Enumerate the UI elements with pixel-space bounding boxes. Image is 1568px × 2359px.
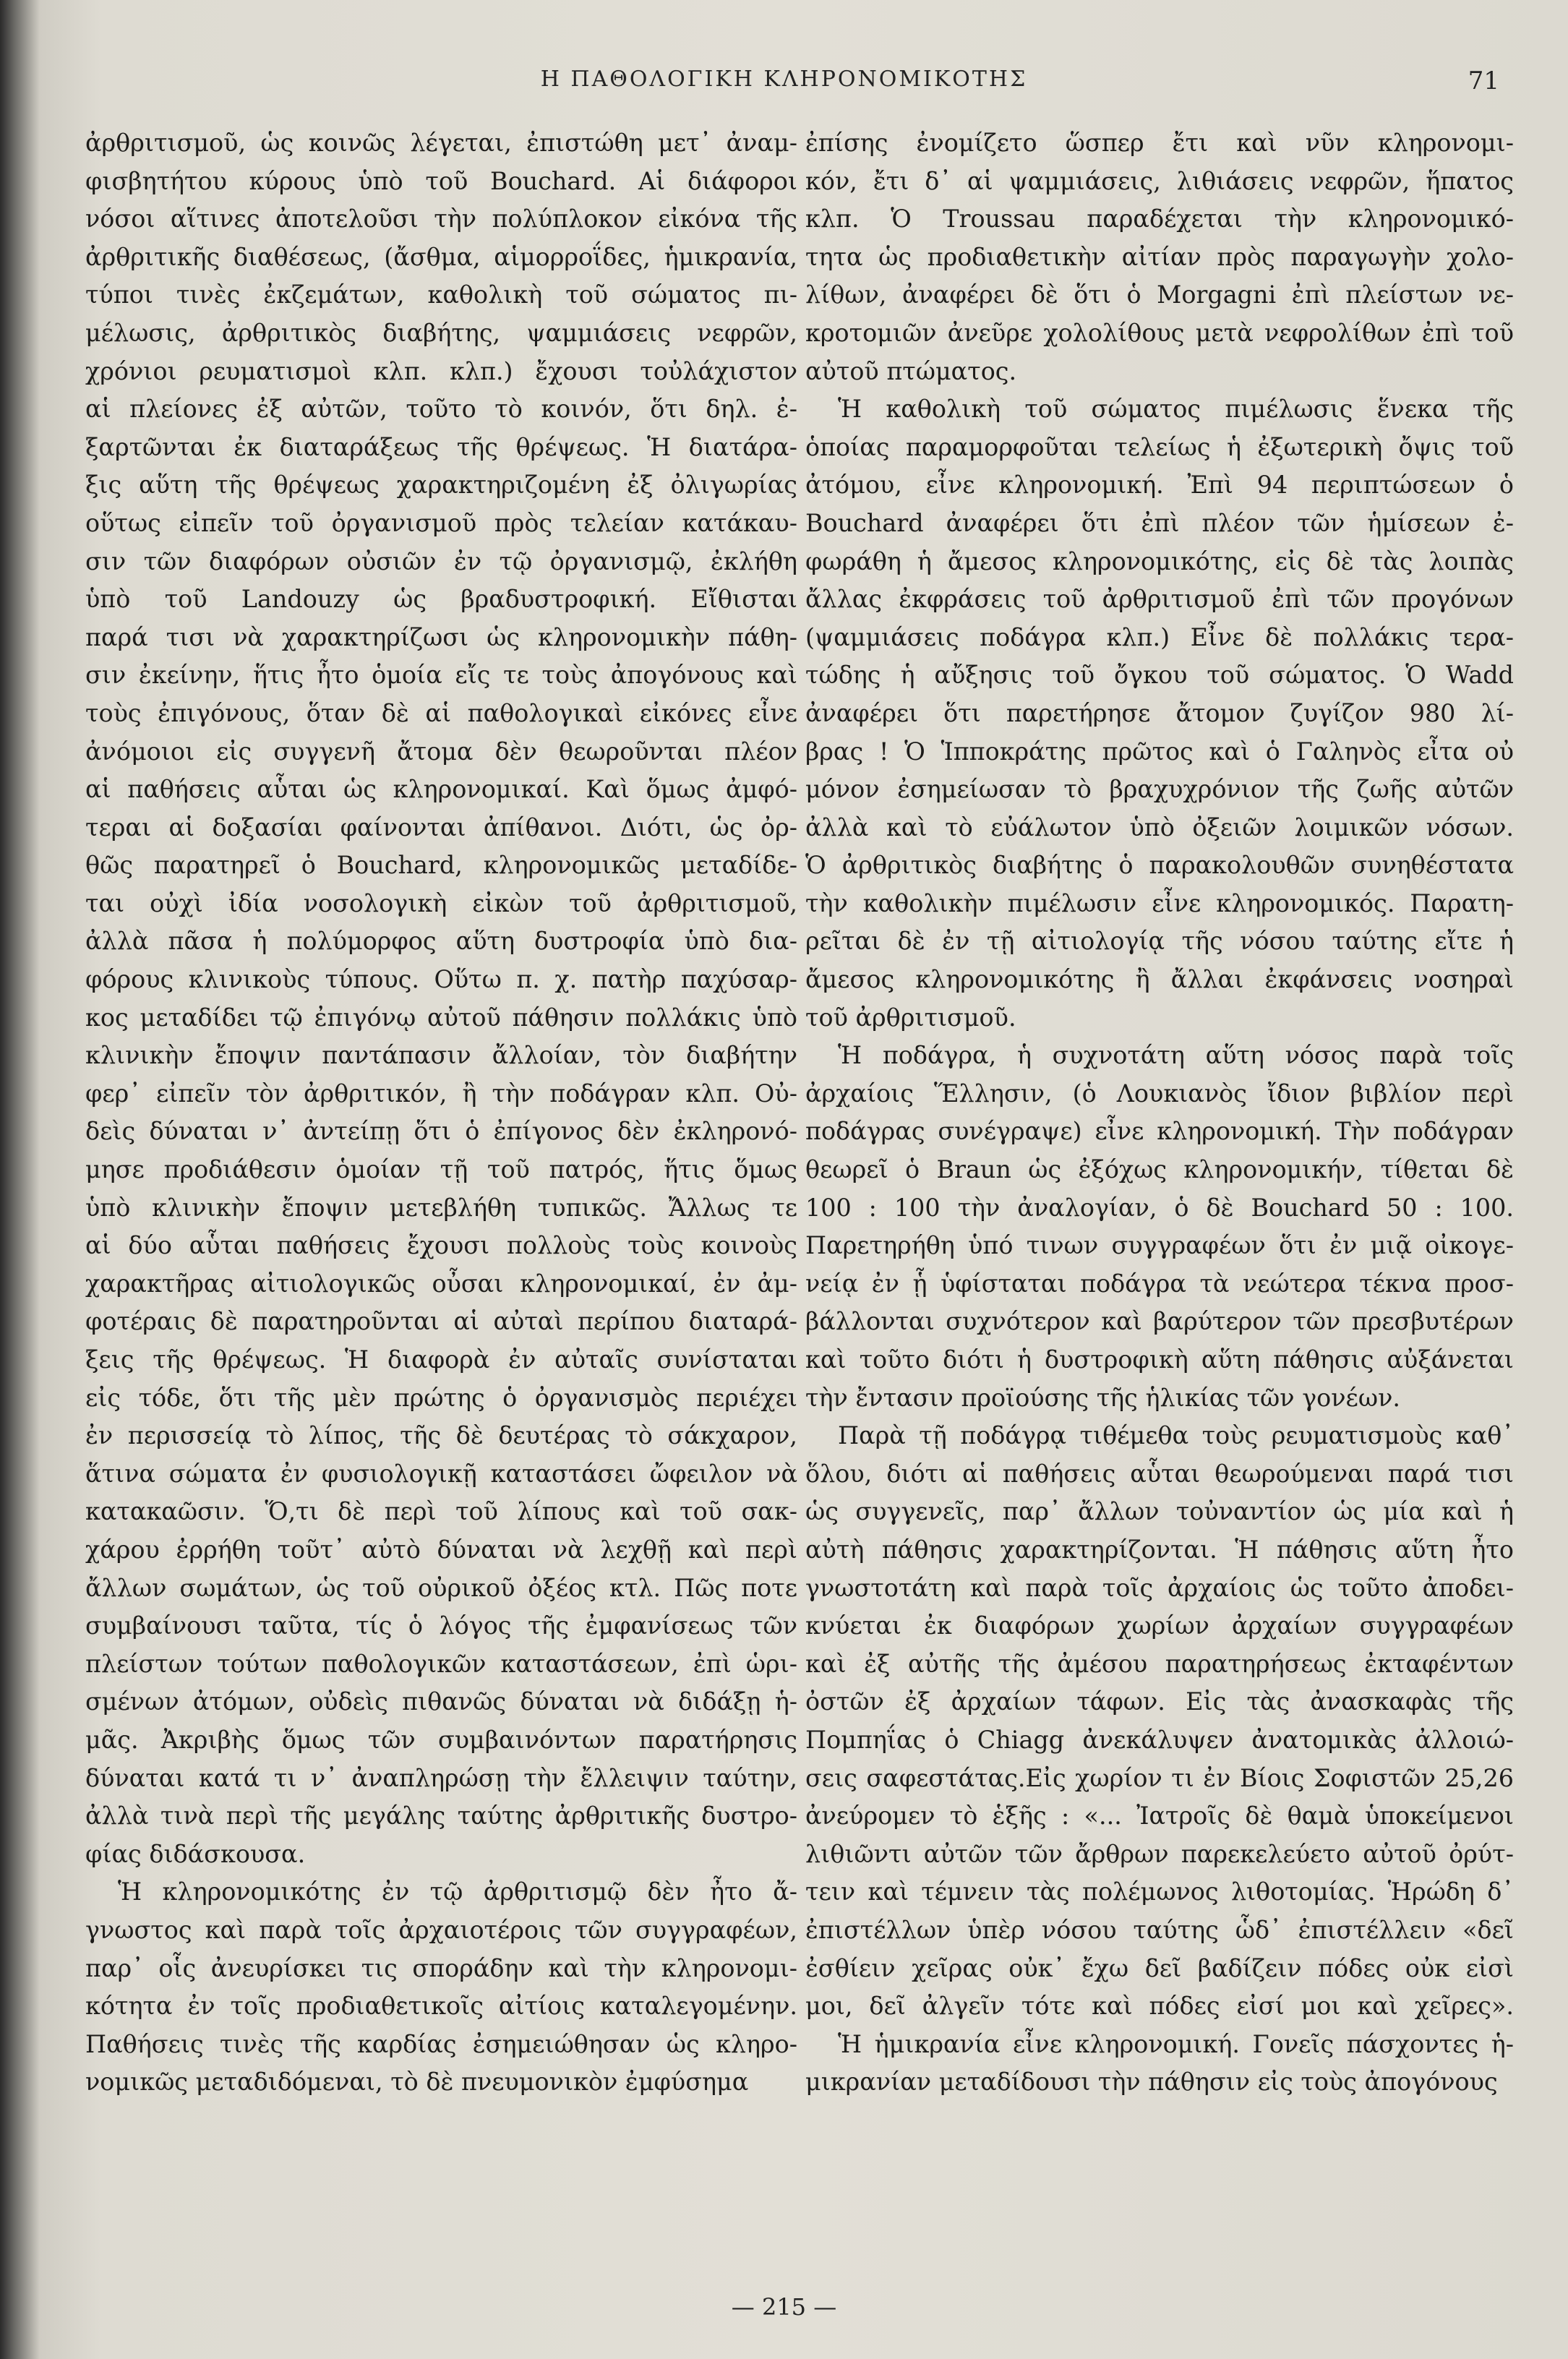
text-line: ρεῖται δὲ ἐν τῇ αἰτιολογίᾳ τῆς νόσου ταύτης εἴτε ἡ (805, 927, 1514, 956)
text-line: χρόνιοι ρευματισμοὶ κλπ. κλπ.) ἔχουσι τοὐλάχιστον (85, 356, 797, 385)
text-line: μόνον ἐσημείωσαν τὸ βραχυχρόνιον τῆς ζωῆς αὐτῶν (805, 775, 1514, 804)
text-line: ἐπιστέλλων ὑπὲρ νόσου ταύτης ὧδ᾽ ἐπιστέλλειν «δεῖ (805, 1915, 1514, 1944)
text-line: κνύεται ἐκ διαφόρων χωρίων ἀρχαίων συγγραφέων (805, 1611, 1514, 1640)
text-line: ξεις τῆς θρέψεως. Ἡ διαφορὰ ἐν αὐταῖς συνίσταται (85, 1345, 797, 1374)
text-line: ὅλου, διότι αἱ παθήσεις αὗται θεωρούμεναι παρά τισι (805, 1459, 1514, 1488)
text-line: θεωρεῖ ὁ Braun ὡς ἐξόχως κληρονομικήν, τίθεται δὲ (805, 1155, 1514, 1184)
text-line: ἀρχαίοις Ἕλλησιν, (ὁ Λουκιανὸς ἴδιον βιβλίον περὶ (805, 1079, 1514, 1108)
text-line: λιθιῶντι αὐτῶν τῶν ἄρθρων παρεκελεύετο αὐτοῦ ὀρύτ- (805, 1839, 1514, 1868)
text-line: τειν καὶ τέμνειν τὰς πολέμωνος λιθοτομίας. Ἡρώδη δ᾽ (805, 1878, 1514, 1906)
text-line: ἐν περισσείᾳ τὸ λίπος, τῆς δὲ δευτέρας τὸ σάκχαρον, (85, 1421, 797, 1450)
text-line: Ἡ καθολικὴ τοῦ σώματος πιμέλωσις ἕνεκα τῆς (838, 395, 1514, 424)
text-line: κατακαῶσιν. Ὅ,τι δὲ περὶ τοῦ λίπους καὶ τοῦ σακ- (85, 1497, 797, 1526)
page-number: 71 (1468, 67, 1499, 95)
text-line: ὁποίας παραμορφοῦται τελείως ἡ ἐξωτερικὴ ὄψις τοῦ (805, 432, 1514, 461)
text-line: μικρανίαν μεταδίδουσι τὴν πάθησιν εἰς τοὺς ἀπογόνους (805, 2068, 1498, 2097)
text-line: ὀστῶν ἐξ ἀρχαίων τάφων. Εἰς τὰς ἀνασκαφὰς τῆς (805, 1687, 1514, 1716)
running-title: Η ΠΑΘΟΛΟΓΙΚΗ ΚΛΗΡΟΝΟΜΙΚΟΤΗΣ (540, 67, 1028, 92)
text-line: ὑπὸ τοῦ Landouzy ὡς βραδυστροφική. Εἴθισται (85, 585, 797, 614)
text-line: θῶς παρατηρεῖ ὁ Bouchard, κληρονομικῶς μεταδίδε- (85, 851, 797, 880)
text-line: 100 : 100 τὴν ἀναλογίαν, ὁ δὲ Bouchard 50 : 100. (805, 1193, 1514, 1222)
left-column (85, 124, 797, 2102)
text-line: ἀτόμου, εἶνε κληρονομική. Ἐπὶ 94 περιπτώσεων ὁ (805, 471, 1514, 500)
text-line: Ἡ ἡμικρανία εἶνε κληρονομική. Γονεῖς πάσχοντες ἡ- (838, 2029, 1514, 2058)
text-line: σιν τῶν διαφόρων οὐσιῶν ἐν τῷ ὀργανισμῷ, ἐκλήθη (85, 547, 797, 575)
text-line: τώδης ἡ αὔξησις τοῦ ὄγκου τοῦ σώματος. Ὁ Wadd (805, 661, 1514, 690)
text-line: Παρετηρήθη ὑπό τινων συγγραφέων ὅτι ἐν μιᾷ οἰκογε- (805, 1231, 1514, 1260)
text-line: ἀρθριτισμοῦ, ὡς κοινῶς λέγεται, ἐπιστώθη μετ᾽ ἀναμ- (85, 129, 797, 157)
text-line: γνωστος καὶ παρὰ τοῖς ἀρχαιοτέροις τῶν συγγραφέων, (85, 1915, 797, 1944)
text-line: ξις αὕτη τῆς θρέψεως χαρακτηριζομένη ἐξ ὀλιγωρίας (85, 471, 797, 500)
text-line: τοῦ ἀρθριτισμοῦ. (805, 1003, 1016, 1032)
text-line: λίθων, ἀναφέρει δὲ ὅτι ὁ Morgagni ἐπὶ πλείστων νε- (805, 281, 1514, 309)
text-line: ποδάγρας συνέγραψε) εἶνε κληρονομική. Τὴν ποδάγραν (805, 1117, 1514, 1146)
text-line: μᾶς. Ἀκριβὴς ὅμως τῶν συμβαινόντων παρατήρησις (85, 1725, 797, 1754)
text-line: νείᾳ ἐν ᾗ ὑφίσταται ποδάγρα τὰ νεώτερα τέκνα προσ- (805, 1269, 1514, 1298)
text-line: τεραι αἱ δοξασίαι φαίνονται ἀπίθανοι. Διότι, ὡς ὀρ- (85, 813, 797, 842)
text-line: βρας ! Ὁ Ἱπποκράτης πρῶτος καὶ ὁ Γαληνὸς εἶτα οὐ (805, 737, 1514, 766)
text-line: καὶ ἐξ αὐτῆς τῆς ἀμέσου παρατηρήσεως ἐκταφέντων (805, 1649, 1514, 1678)
text-line: τητα ὡς προδιαθετικὴν αἰτίαν πρὸς παραγωγὴν χολο- (805, 242, 1514, 271)
text-line: σεις σαφεστάτας.Εἰς χωρίον τι ἐν Βίοις Σοφιστῶν 25,26 (805, 1763, 1514, 1792)
text-line: ἀνόμοιοι εἰς συγγενῆ ἄτομα δὲν θεωροῦνται πλέον (85, 737, 797, 766)
text-line: δύναται κατά τι ν᾽ ἀναπληρώσῃ τὴν ἔλλειψιν ταύτην, (85, 1763, 797, 1792)
text-line: Ὁ ἀρθριτικὸς διαβήτης ὁ παρακολουθῶν συνηθέστατα (805, 851, 1514, 880)
text-line: ἐσθίειν χεῖρας οὐκ᾽ ἔχω δεῖ βαδίζειν πόδες οὐκ εἰσὶ (805, 1953, 1514, 1982)
text-line: τὴν ἔντασιν προϊούσης τῆς ἡλικίας τῶν γονέων. (805, 1383, 1400, 1412)
text-line: κλινικὴν ἔποψιν παντάπασιν ἄλλοίαν, τὸν διαβήτην (85, 1041, 797, 1070)
text-line: οὕτως εἰπεῖν τοῦ ὀργανισμοῦ πρὸς τελείαν κατάκαυ- (85, 508, 797, 537)
text-line: ἀλλὰ τινὰ περὶ τῆς μεγάλης ταύτης ἀρθριτικῆς δυστρο- (85, 1802, 797, 1831)
text-line: Πομπηΐας ὁ Chiagg ἀνεκάλυψεν ἀνατομικὰς ἀλλοιώ- (805, 1725, 1514, 1754)
text-line: κόν, ἔτι δ᾽ αἱ ψαμμιάσεις, λιθιάσεις νεφρῶν, ἥπατος (805, 166, 1514, 195)
text-line: Bouchard ἀναφέρει ὅτι ἐπὶ πλέον τῶν ἡμίσεων ἐ- (805, 508, 1514, 537)
text-line: ἀναφέρει ὅτι παρετήρησε ἄτομον ζυγίζον 980 λί- (805, 698, 1514, 727)
text-line: ὑπὸ κλινικὴν ἔποψιν μετεβλήθη τυπικῶς. Ἄλλως τε (85, 1193, 797, 1222)
text-line: φίας διδάσκουσα. (85, 1839, 306, 1868)
text-line: (ψαμμιάσεις ποδάγρα κλπ.) Εἶνε δὲ πολλάκις τερα- (805, 622, 1514, 651)
text-line: φόρους κλινικοὺς τύπους. Οὕτω π. χ. πατὴρ παχύσαρ- (85, 965, 797, 994)
text-line: νομικῶς μεταδιδόμεναι, τὸ δὲ πνευμονικὸν ἐμφύσημα (85, 2068, 749, 2097)
text-line: κος μεταδίδει τῷ ἐπιγόνῳ αὐτοῦ πάθησιν πολλάκις ὑπὸ (85, 1003, 797, 1032)
text-line: ἄμεσος κληρονομικότης ἢ ἄλλαι ἐκφάνσεις νοσηραὶ (805, 965, 1514, 994)
text-line: αἱ πλείονες ἐξ αὐτῶν, τοῦτο τὸ κοινόν, ὅτι δηλ. ἐ- (85, 395, 797, 424)
text-line: γνωστοτάτη καὶ παρὰ τοῖς ἀρχαίοις ὡς τοῦτο ἀποδει- (805, 1573, 1514, 1602)
text-line: ται οὐχὶ ἰδία νοσολογικὴ εἰκὼν τοῦ ἀρθριτισμοῦ, (85, 889, 797, 917)
text-line: Παρὰ τῇ ποδάγρᾳ τιθέμεθα τοὺς ρευματισμοὺς καθ᾽ (838, 1421, 1514, 1450)
text-line: νόσοι αἵτινες ἀποτελοῦσι τὴν πολύπλοκον εἰκόνα τῆς (85, 205, 797, 234)
right-column (805, 124, 1514, 2102)
text-line: ξαρτῶνται ἐκ διαταράξεως τῆς θρέψεως. Ἡ διατάρα- (85, 432, 797, 461)
text-line: κότητα ἐν τοῖς προδιαθετικοῖς αἰτίοις καταλεγομένην. (85, 1992, 797, 2021)
text-line: αἱ δύο αὗται παθήσεις ἔχουσι πολλοὺς τοὺς κοινοὺς (85, 1231, 797, 1260)
text-line: ἄλλων σωμάτων, ὡς τοῦ οὐρικοῦ ὀξέος κτλ. Πῶς ποτε (85, 1573, 797, 1602)
text-line: παρά τισι νὰ χαρακτηρίζωσι ὡς κληρονομικὴν πάθη- (85, 622, 797, 651)
text-line: αἱ παθήσεις αὗται ὡς κληρονομικαί. Καὶ ὅμως ἀμφό- (85, 775, 797, 804)
text-line: αὐτὴ πάθησις χαρακτηρίζονται. Ἡ πάθησις αὕτη ἦτο (805, 1535, 1514, 1564)
text-line: παρ᾽ οἷς ἀνευρίσκει τις σποράδην καὶ τὴν κληρονομι- (85, 1953, 797, 1982)
text-line: κροτομιῶν ἀνεῦρε χολολίθους μετὰ νεφρολίθων ἐπὶ τοῦ (805, 318, 1514, 347)
text-line: βάλλονται συχνότερον καὶ βαρύτερον τῶν πρεσβυτέρων (805, 1307, 1514, 1336)
text-line: φοτέραις δὲ παρατηροῦνται αἱ αὐταὶ περίπου διαταρά- (85, 1307, 797, 1336)
text-line: ἀρθριτικῆς διαθέσεως, (ἄσθμα, αἱμορροΐδες, ἡμικρανία, (85, 242, 797, 271)
text-line: μέλωσις, ἀρθριτικὸς διαβήτης, ψαμμιάσεις νεφρῶν, (85, 318, 797, 347)
text-line: τὴν καθολικὴν πιμέλωσιν εἶνε κληρονομικός. Παρατη- (805, 889, 1514, 917)
footer-page-number: — 215 — (731, 2293, 837, 2321)
text-line: φερ᾽ εἰπεῖν τὸν ἀρθριτικόν, ἢ τὴν ποδάγραν κλπ. Οὐ- (85, 1079, 797, 1108)
text-line: δεὶς δύναται ν᾽ ἀντείπῃ ὅτι ὁ ἐπίγονος δὲν ἐκληρονό- (85, 1117, 797, 1146)
text-line: σιν ἐκείνην, ἥτις ἦτο ὁμοία εἴς τε τοὺς ἀπογόνους καὶ (85, 661, 797, 690)
text-line: αὐτοῦ πτώματος. (805, 356, 1017, 385)
text-line: Ἡ ποδάγρα, ἡ συχνοτάτη αὕτη νόσος παρὰ τοῖς (838, 1041, 1514, 1070)
text-line: ἅτινα σώματα ἐν φυσιολογικῇ καταστάσει ὤφειλον νὰ (85, 1459, 797, 1488)
text-line: φισβητήτου κύρους ὑπὸ τοῦ Bouchard. Αἱ διάφοροι (85, 166, 797, 195)
text-line: μησε προδιάθεσιν ὁμοίαν τῇ τοῦ πατρός, ἥτις ὅμως (85, 1155, 797, 1184)
text-line: ἀλλὰ καὶ τὸ εὐάλωτον ὑπὸ ὀξειῶν λοιμικῶν νόσων. (805, 813, 1514, 842)
text-line: χαρακτῆρας αἰτιολογικῶς οὖσαι κληρονομικαί, ἐν ἀμ- (85, 1269, 797, 1298)
text-line: καὶ τοῦτο διότι ἡ δυστροφικὴ αὕτη πάθησις αὐξάνεται (805, 1345, 1514, 1374)
text-line: μοι, δεῖ ἀλγεῖν τότε καὶ πόδες εἰσί μοι καὶ χεῖρες». (805, 1992, 1514, 2021)
text-line: φωράθη ἡ ἄμεσος κληρονομικότης, εἰς δὲ τὰς λοιπὰς (805, 547, 1514, 575)
text-line: ἀλλὰ πᾶσα ἡ πολύμορφος αὕτη δυστροφία ὑπὸ δια- (85, 927, 797, 956)
text-line: Παθήσεις τινὲς τῆς καρδίας ἐσημειώθησαν ὡς κληρο- (85, 2029, 797, 2058)
text-line: κλπ. Ὁ Troussau παραδέχεται τὴν κληρονομικό- (805, 205, 1514, 234)
text-line: χάρου ἐρρήθη τοῦτ᾽ αὐτὸ δύναται νὰ λεχθῇ καὶ περὶ (85, 1535, 797, 1564)
text-line: ἐπίσης ἐνομίζετο ὥσπερ ἔτι καὶ νῦν κληρονομι- (805, 129, 1514, 157)
text-line: σμένων ἀτόμων, οὐδεὶς πιθανῶς δύναται νὰ διδάξῃ ἡ- (85, 1687, 797, 1716)
text-line: Ἡ κληρονομικότης ἐν τῷ ἀρθριτισμῷ δὲν ἦτο ἄ- (118, 1878, 797, 1906)
text-line: ἀνεύρομεν τὸ ἑξῆς : «... Ἰατροῖς δὲ θαμὰ ὑποκείμενοι (805, 1802, 1514, 1831)
text-line: τοὺς ἐπιγόνους, ὅταν δὲ αἱ παθολογικαὶ εἰκόνες εἶνε (85, 698, 797, 727)
text-line: ἄλλας ἐκφράσεις τοῦ ἀρθριτισμοῦ ἐπὶ τῶν προγόνων (805, 585, 1514, 614)
text-line: τύποι τινὲς ἐκζεμάτων, καθολικὴ τοῦ σώματος πι- (85, 281, 797, 309)
text-line: πλείστων τούτων παθολογικῶν καταστάσεων, ἐπὶ ὡρι- (85, 1649, 797, 1678)
text-line: ὡς συγγενεῖς, παρ᾽ ἄλλων τοὐναντίον ὡς μία καὶ ἡ (805, 1497, 1514, 1526)
text-line: συμβαίνουσι ταῦτα, τίς ὁ λόγος τῆς ἐμφανίσεως τῶν (85, 1611, 797, 1640)
text-line: εἰς τόδε, ὅτι τῆς μὲν πρώτης ὁ ὀργανισμὸς περιέχει (85, 1383, 797, 1412)
